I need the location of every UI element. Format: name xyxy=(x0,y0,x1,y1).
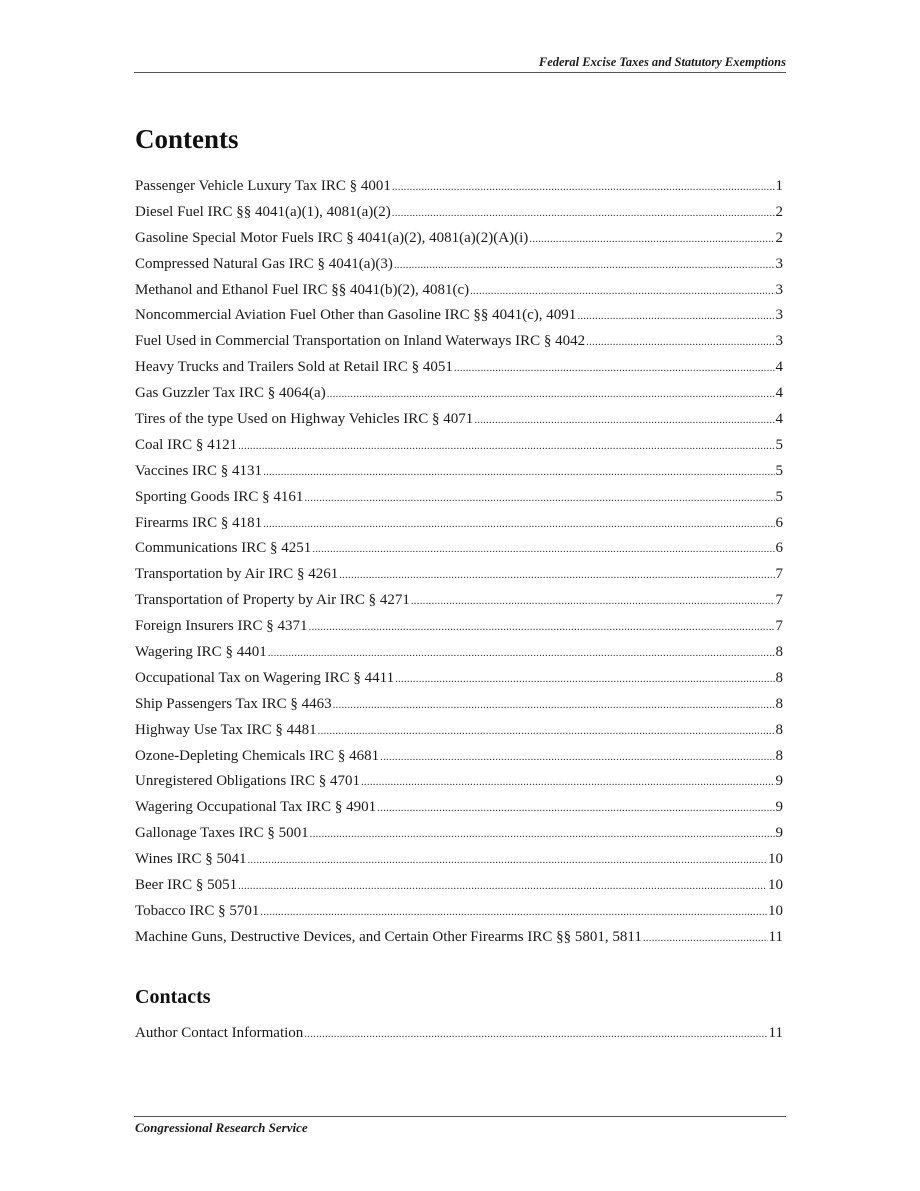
dot-leader xyxy=(238,874,767,900)
toc-entry[interactable] xyxy=(135,459,783,485)
toc-entry[interactable] xyxy=(135,381,783,407)
dot-leader xyxy=(394,253,775,279)
toc-entry-label[interactable]: Heavy Trucks and Trailers Sold at Retail IRC § 4051 xyxy=(135,359,453,376)
toc-entry-label[interactable]: Coal IRC § 4121 xyxy=(135,436,238,453)
contents-title: Contents xyxy=(135,124,239,154)
toc-entry-page[interactable]: 6 xyxy=(775,540,783,557)
toc-entry-page[interactable]: 8 xyxy=(775,721,783,738)
toc-entry[interactable] xyxy=(135,718,783,744)
toc-entry-label[interactable]: Gasoline Special Motor Fuels IRC § 4041(a)(2), 4081(a)(2)(A)(i) xyxy=(135,229,529,246)
toc-entry-page[interactable]: 8 xyxy=(775,644,783,661)
footer-rule xyxy=(134,1116,786,1117)
toc-entry-label[interactable]: Beer IRC § 5051 xyxy=(135,877,238,894)
dot-leader xyxy=(392,201,775,227)
dot-leader xyxy=(312,537,774,563)
toc-entry-label[interactable]: Gallonage Taxes IRC § 5001 xyxy=(135,825,309,842)
toc-entry-page[interactable]: 9 xyxy=(775,825,783,842)
dot-leader xyxy=(454,356,775,382)
dot-leader xyxy=(318,719,775,745)
dot-leader xyxy=(586,330,774,356)
toc-entry-label[interactable]: Noncommercial Aviation Fuel Other than Gasoline IRC §§ 4041(c), 4091 xyxy=(135,307,577,324)
dot-leader xyxy=(395,667,774,693)
toc-entry-page[interactable]: 5 xyxy=(775,436,783,453)
dot-leader xyxy=(304,486,774,512)
dot-leader xyxy=(309,615,775,641)
toc-entry-page[interactable]: 4 xyxy=(775,411,783,428)
contacts-list xyxy=(135,1021,783,1047)
toc-entry-label[interactable]: Diesel Fuel IRC §§ 4041(a)(1), 4081(a)(2) xyxy=(135,203,391,220)
dot-leader xyxy=(470,279,774,305)
toc-entry[interactable] xyxy=(135,174,783,200)
toc-entry[interactable] xyxy=(135,744,783,770)
toc-entry-page[interactable]: 9 xyxy=(775,799,783,816)
contents-list xyxy=(135,174,783,951)
toc-entry-page[interactable]: 9 xyxy=(775,773,783,790)
toc-entry-label[interactable]: Tires of the type Used on Highway Vehicles IRC § 4071 xyxy=(135,411,474,428)
dot-leader xyxy=(263,460,774,486)
toc-entry-page[interactable]: 7 xyxy=(775,592,783,609)
dot-leader xyxy=(377,796,774,822)
toc-entry-label[interactable]: Highway Use Tax IRC § 4481 xyxy=(135,721,317,738)
toc-entry-label[interactable]: Passenger Vehicle Luxury Tax IRC § 4001 xyxy=(135,178,391,194)
toc-entry[interactable] xyxy=(135,433,783,459)
toc-entry[interactable] xyxy=(135,278,783,304)
toc-entry[interactable] xyxy=(135,200,783,226)
dot-leader xyxy=(380,745,774,771)
dot-leader xyxy=(474,408,774,434)
toc-entry[interactable] xyxy=(135,847,783,873)
dot-leader xyxy=(238,434,774,460)
dot-leader xyxy=(327,382,775,408)
toc-entry-label[interactable]: Sporting Goods IRC § 4161 xyxy=(135,488,304,505)
dot-leader xyxy=(643,926,768,952)
dot-leader xyxy=(247,848,767,874)
toc-entry-page[interactable]: 6 xyxy=(775,514,783,531)
dot-leader xyxy=(411,589,775,615)
toc-entry-page[interactable]: 7 xyxy=(775,566,783,583)
dot-leader xyxy=(529,227,774,253)
toc-entry-page[interactable]: 8 xyxy=(775,695,783,712)
dot-leader xyxy=(339,563,774,589)
toc-entry[interactable] xyxy=(135,692,783,718)
dot-leader xyxy=(361,770,775,796)
toc-entry-label[interactable]: Tobacco IRC § 5701 xyxy=(135,902,260,919)
toc-entry-page[interactable]: 5 xyxy=(775,488,783,505)
toc-entry-label[interactable]: Unregistered Obligations IRC § 4701 xyxy=(135,773,360,790)
contacts-title: Contacts xyxy=(135,986,211,1008)
toc-entry-label[interactable]: Compressed Natural Gas IRC § 4041(a)(3) xyxy=(135,255,393,272)
toc-entry-page[interactable]: 4 xyxy=(775,385,783,402)
toc-entry-label[interactable]: Gas Guzzler Tax IRC § 4064(a) xyxy=(135,385,326,402)
toc-entry-page[interactable]: 4 xyxy=(775,359,783,376)
toc-entry-label[interactable]: Ozone-Depleting Chemicals IRC § 4681 xyxy=(135,747,380,764)
toc-entry-page[interactable]: 8 xyxy=(775,747,783,764)
toc-entry-page[interactable]: 5 xyxy=(775,462,783,479)
toc-entry[interactable] xyxy=(135,511,783,537)
dot-leader xyxy=(260,900,767,926)
toc-entry-page[interactable]: 3 xyxy=(775,255,783,272)
dot-leader xyxy=(333,693,775,719)
toc-entry-label[interactable]: Occupational Tax on Wagering IRC § 4411 xyxy=(135,669,395,686)
toc-entry-label[interactable]: Foreign Insurers IRC § 4371 xyxy=(135,618,308,635)
toc-entry-label[interactable]: Wagering IRC § 4401 xyxy=(135,644,267,661)
toc-entry-page[interactable]: 10 xyxy=(768,877,783,894)
dot-leader xyxy=(304,1022,767,1048)
toc-entry[interactable] xyxy=(135,1021,783,1047)
dot-leader xyxy=(268,641,775,667)
toc-entry[interactable] xyxy=(135,769,783,795)
toc-entry-label[interactable]: Wines IRC § 5041 xyxy=(135,851,247,868)
toc-entry[interactable] xyxy=(135,821,783,847)
dot-leader xyxy=(310,822,775,848)
toc-entry-label[interactable]: Ship Passengers Tax IRC § 4463 xyxy=(135,695,332,712)
toc-entry[interactable] xyxy=(135,303,783,329)
toc-entry[interactable] xyxy=(135,899,783,925)
toc-entry[interactable] xyxy=(135,666,783,692)
toc-entry-page[interactable]: 11 xyxy=(768,1025,783,1041)
toc-entry-label[interactable]: Firearms IRC § 4181 xyxy=(135,514,263,531)
toc-entry-page[interactable]: 7 xyxy=(775,618,783,635)
toc-entry-page[interactable]: 3 xyxy=(775,281,783,298)
toc-entry-page[interactable]: 2 xyxy=(775,203,783,220)
toc-entry-label[interactable]: Vaccines IRC § 4131 xyxy=(135,462,263,479)
toc-entry-page[interactable]: 1 xyxy=(775,178,783,194)
dot-leader xyxy=(263,512,774,538)
toc-entry[interactable] xyxy=(135,795,783,821)
toc-entry[interactable] xyxy=(135,536,783,562)
toc-entry[interactable] xyxy=(135,588,783,614)
toc-entry-page[interactable]: 3 xyxy=(775,333,783,350)
toc-entry-label[interactable]: Wagering Occupational Tax IRC § 4901 xyxy=(135,799,377,816)
toc-entry[interactable] xyxy=(135,252,783,278)
toc-entry-label[interactable]: Methanol and Ethanol Fuel IRC §§ 4041(b)(2), 4081(c) xyxy=(135,281,470,298)
toc-entry[interactable] xyxy=(135,614,783,640)
toc-entry[interactable] xyxy=(135,329,783,355)
toc-entry[interactable] xyxy=(135,407,783,433)
toc-entry-page[interactable]: 2 xyxy=(775,229,783,246)
toc-entry-page[interactable]: 3 xyxy=(775,307,783,324)
toc-entry[interactable] xyxy=(135,873,783,899)
toc-entry-label[interactable]: Fuel Used in Commercial Transportation on Inland Waterways IRC § 4042 xyxy=(135,333,586,350)
toc-entry-page[interactable]: 10 xyxy=(768,902,783,919)
toc-entry[interactable] xyxy=(135,355,783,381)
header-rule xyxy=(134,72,786,73)
toc-entry-page[interactable]: 10 xyxy=(768,851,783,868)
toc-entry-page[interactable]: 8 xyxy=(775,669,783,686)
toc-entry-label[interactable]: Communications IRC § 4251 xyxy=(135,540,312,557)
toc-entry[interactable] xyxy=(135,485,783,511)
dot-leader xyxy=(392,175,775,201)
dot-leader xyxy=(577,304,774,330)
running-footer: Congressional Research Service xyxy=(135,1120,308,1135)
toc-entry[interactable] xyxy=(135,226,783,252)
toc-entry-label[interactable]: Transportation of Property by Air IRC § 4271 xyxy=(135,592,410,609)
toc-entry[interactable] xyxy=(135,562,783,588)
toc-entry-label[interactable]: Author Contact Information xyxy=(135,1025,304,1041)
toc-entry-page[interactable]: 11 xyxy=(768,928,783,945)
toc-entry[interactable] xyxy=(135,925,783,951)
toc-entry[interactable] xyxy=(135,640,783,666)
toc-entry-label[interactable]: Machine Guns, Destructive Devices, and Certain Other Firearms IRC §§ 5801, 5811 xyxy=(135,928,642,945)
running-header: Federal Excise Taxes and Statutory Exemptions xyxy=(538,55,786,69)
toc-entry-label[interactable]: Transportation by Air IRC § 4261 xyxy=(135,566,339,583)
